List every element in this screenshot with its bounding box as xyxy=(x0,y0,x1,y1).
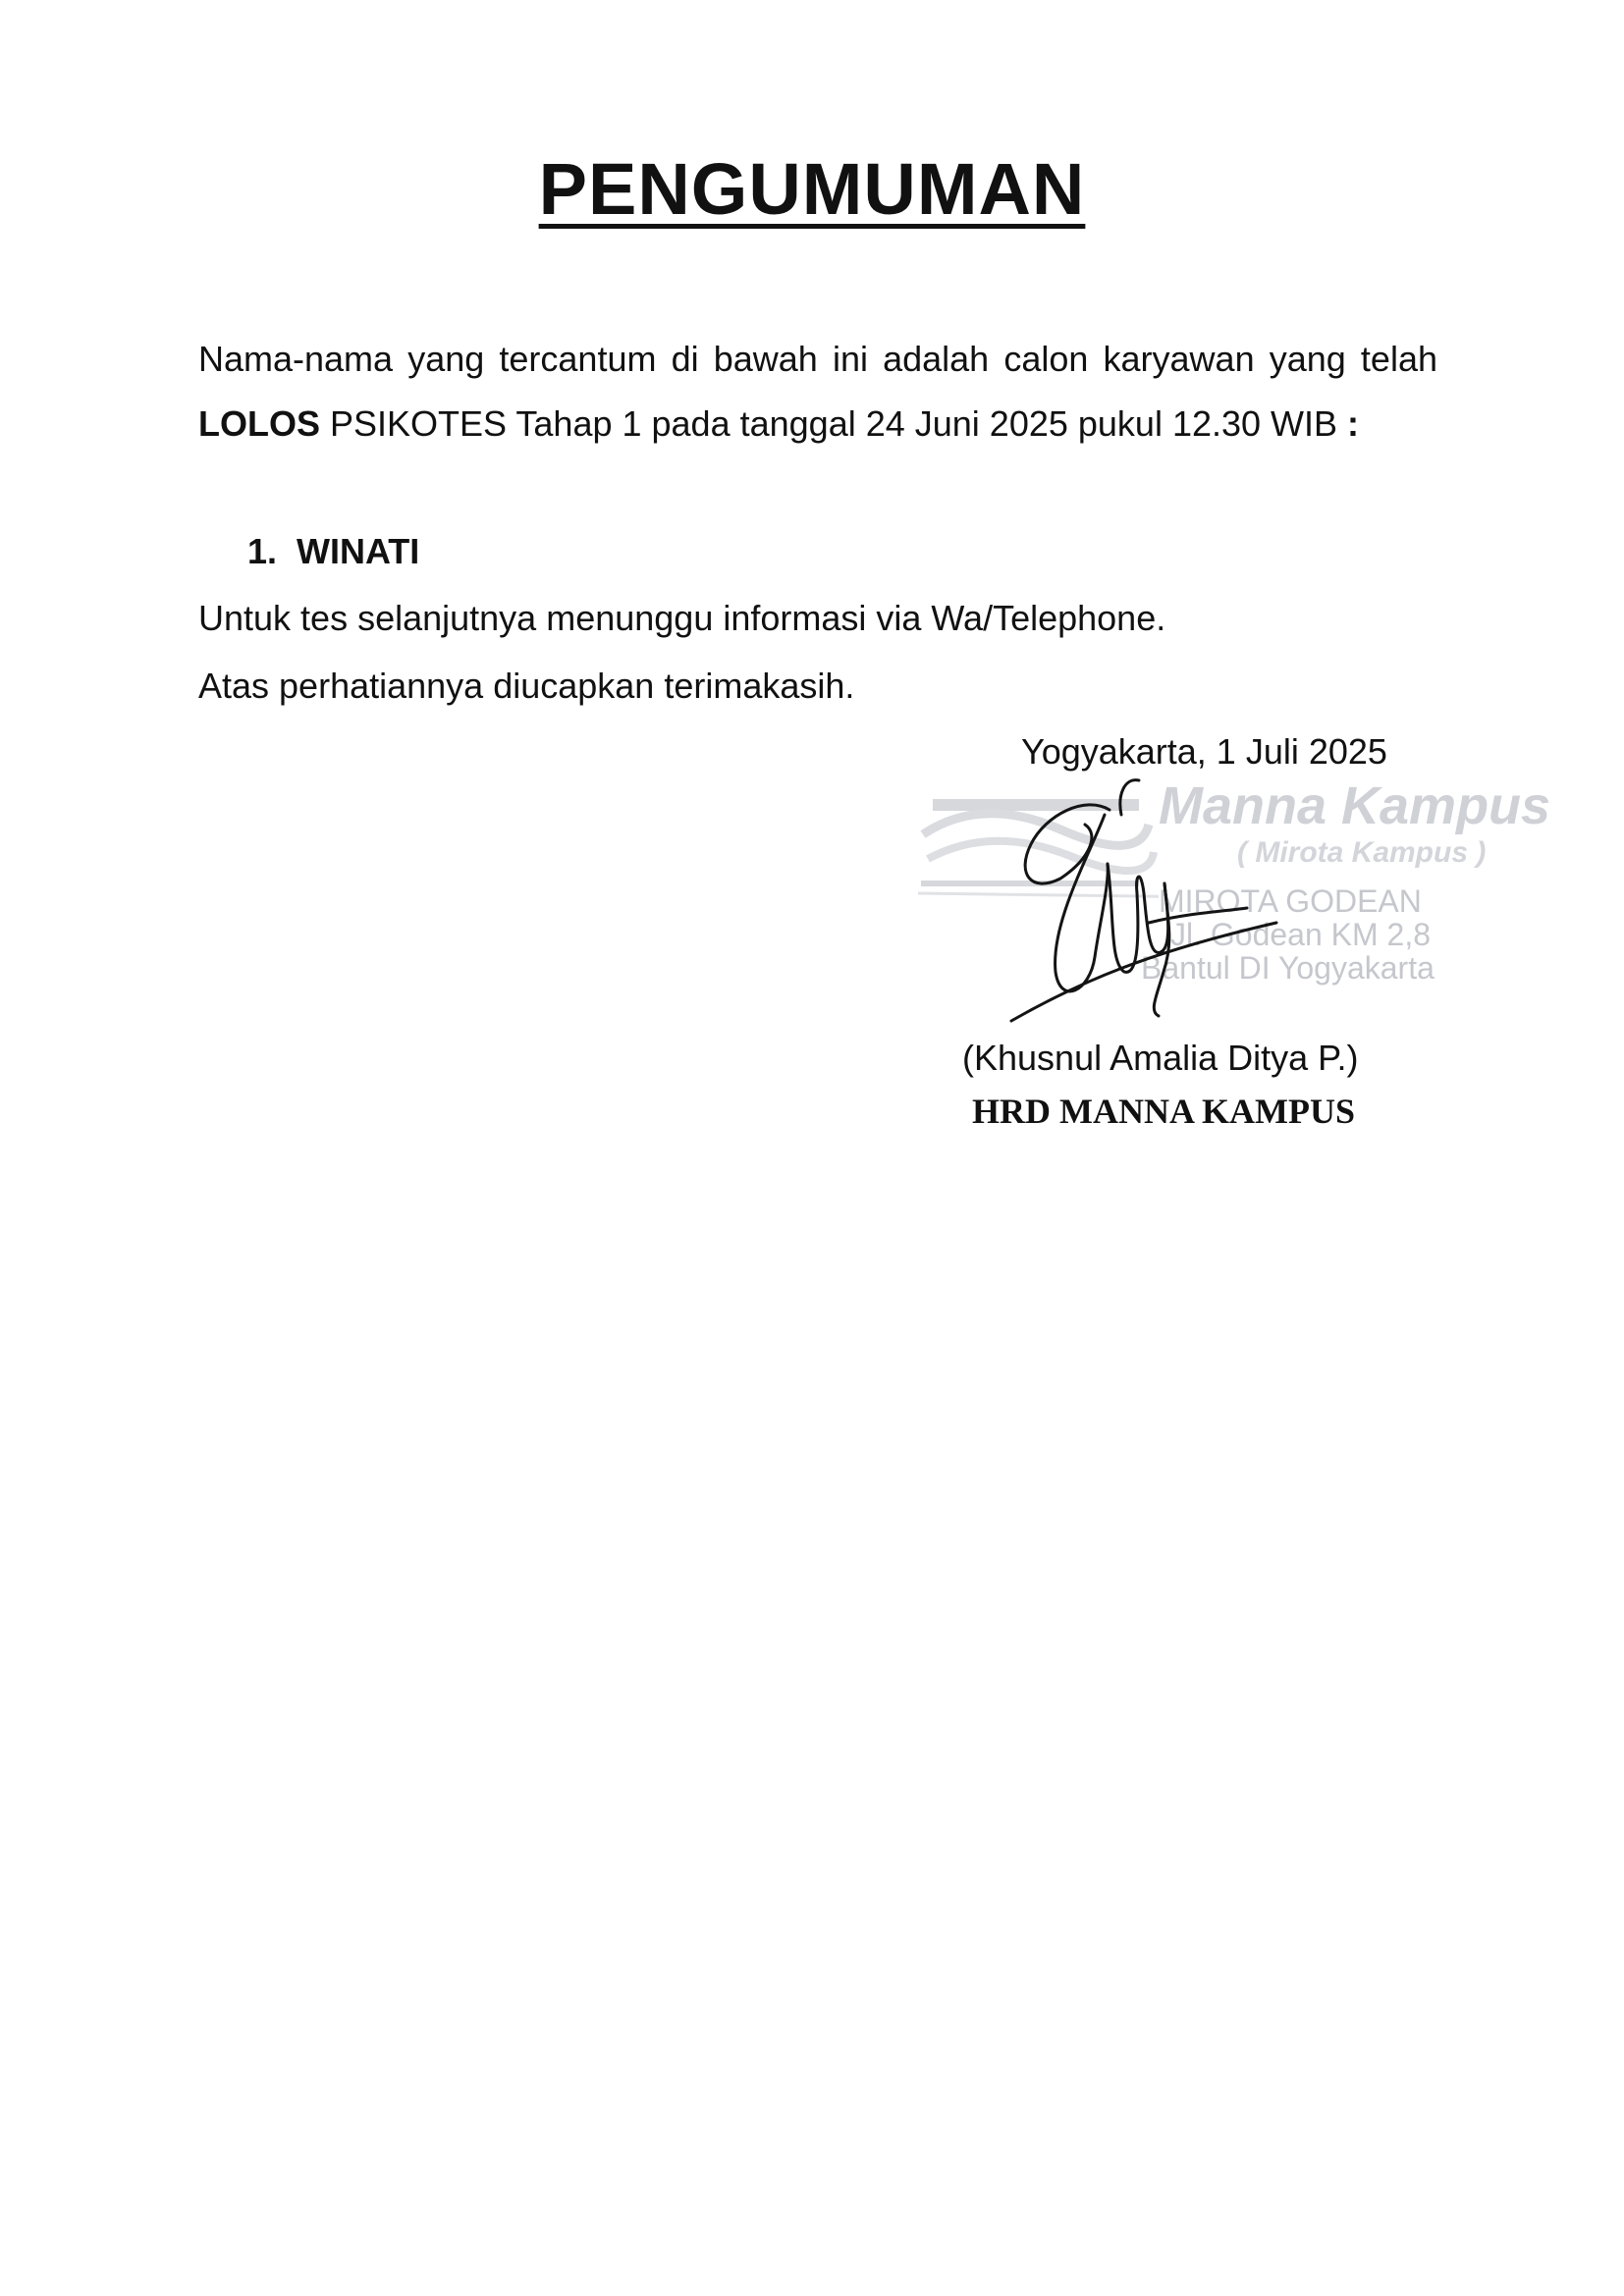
signer-name: (Khusnul Amalia Ditya P.) xyxy=(962,1038,1359,1078)
place-date: Yogyakarta, 1 Juli 2025 xyxy=(1021,731,1387,772)
intro-paragraph xyxy=(198,327,1437,456)
intro-text-1: Nama-nama yang tercantum di bawah ini adalah calon karyawan yang telah xyxy=(198,339,1437,379)
signature-icon xyxy=(992,775,1286,1031)
stamp-line-1: MIROTA GODEAN xyxy=(1159,883,1422,919)
signer-title: HRD MANNA KAMPUS xyxy=(972,1092,1355,1131)
stamp-sub: ( Mirota Kampus ) xyxy=(1237,836,1487,869)
stamp-line-2: Jl. Godean KM 2,8 xyxy=(1170,917,1432,952)
intro-bold-lolos: LOLOS xyxy=(198,403,320,444)
list-item xyxy=(247,519,419,584)
stamp-line-3: Bantul DI Yogyakarta xyxy=(1141,950,1435,986)
info-line: Untuk tes selanjutnya menunggu informasi via Wa/Telephone. xyxy=(198,598,1166,638)
stamp-brand: Manna Kampus xyxy=(1159,776,1551,835)
closing-line: Atas perhatiannya diucapkan terimakasih. xyxy=(198,666,855,706)
document-title: PENGUMUMAN xyxy=(538,148,1086,230)
list-item-number: 1. xyxy=(247,531,278,571)
intro-text-2: PSIKOTES Tahap 1 pada tanggal 24 Juni 2025 pukul 12.30 WIB xyxy=(320,403,1348,444)
intro-colon: : xyxy=(1347,403,1360,444)
list-item-name: WINATI xyxy=(297,531,420,571)
